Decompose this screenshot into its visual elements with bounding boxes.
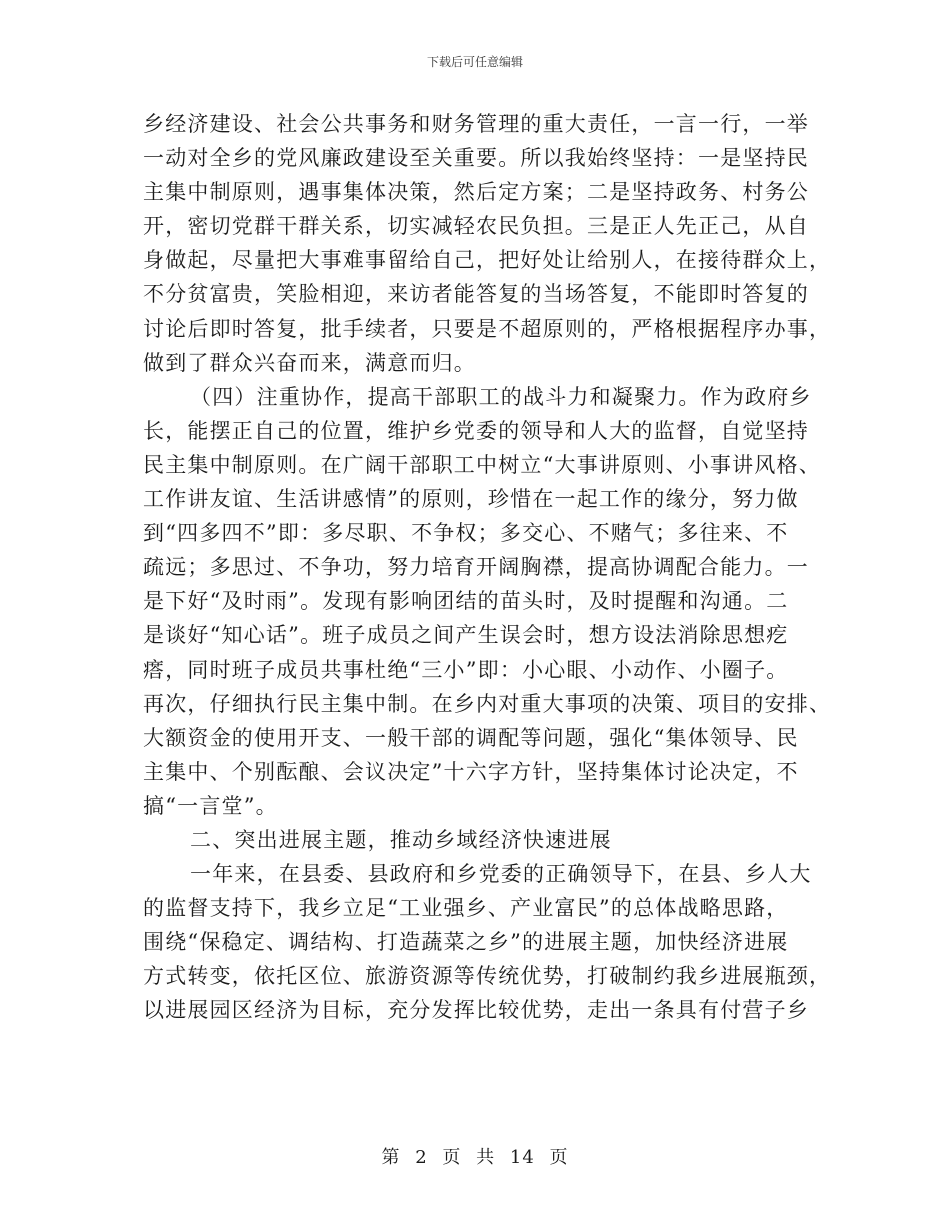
text-line: 长，能摆正自己的位置，维护乡党委的领导和人大的监督，自觉坚持 — [143, 418, 809, 443]
text-line: 一动对全乡的党风廉政建设至关重要。所以我始终坚持：一是坚持民 — [143, 146, 809, 171]
text-line: 一年来，在县委、县政府和乡党委的正确领导下，在县、乡人大 — [190, 862, 812, 887]
paragraph-development — [143, 857, 832, 1027]
paragraph-cooperation — [143, 380, 832, 823]
text-line: 瘩，同时班子成员共事杜绝“三小”即：小心眼、小动作、小圈子。 — [143, 657, 789, 682]
page-label-suffix: 页 — [549, 1147, 569, 1168]
text-line: 的监督支持下，我乡立足“工业强乡、产业富民”的总体战略思路， — [143, 896, 789, 921]
text-line: 主集中制原则，遇事集体决策，然后定方案；二是坚持政务、村务公 — [143, 180, 809, 205]
text-line: 民主集中制原则。在广阔干部职工中树立“大事讲原则、小事讲风格、 — [143, 452, 821, 477]
text-line: 乡经济建设、社会公共事务和财务管理的重大责任，一言一行，一举 — [143, 112, 809, 136]
text-line: 大额资金的使用开支、一般干部的调配等问题，强化“集体领导、民 — [143, 725, 799, 750]
paragraph-responsibility — [143, 107, 832, 380]
text-line: 是谈好“知心话”。班子成员之间产生误会时，想方设法消除思想疙 — [143, 623, 789, 648]
text-line: 方式转变，依托区位、旅游资源等传统优势，打破制约我乡进展瓶颈， — [143, 964, 832, 989]
page-label-prefix: 第 — [381, 1147, 401, 1168]
text-line: 开，密切党群干群关系，切实减轻农民负担。三是正人先正己，从自 — [143, 214, 809, 239]
text-line: 以进展园区经济为目标，充分发挥比较优势，走出一条具有付营子乡 — [143, 998, 809, 1023]
text-line: 再次，仔细执行民主集中制。在乡内对重大事项的决策、项目的安排、 — [143, 691, 832, 716]
header-note: 下载后可任意编辑 — [426, 55, 523, 69]
text-line: 到“四多四不”即：多尽职、不争权；多交心、不赌气；多往来、不 — [143, 521, 789, 546]
page-current: 2 — [415, 1147, 428, 1168]
text-line: 做到了群众兴奋而来，满意而归。 — [143, 350, 476, 375]
section-heading-text: 二、突出进展主题，推动乡域经济快速进展 — [190, 827, 612, 852]
page-number-footer — [0, 1146, 950, 1170]
page-total: 14 — [509, 1147, 535, 1168]
text-line: 是下好“及时雨”。发现有影响团结的苗头时，及时提醒和沟通。二 — [143, 589, 789, 614]
text-line: 讨论后即时答复，批手续者，只要是不超原则的，严格根据程序办事， — [143, 316, 832, 341]
text-line: 围绕“保稳定、调结构、打造蔬菜之乡”的进展主题，加快经济进展 — [143, 930, 789, 955]
text-line: 疏远；多思过、不争功，努力培育开阔胸襟，提高协调配合能力。一 — [143, 555, 809, 580]
section-heading — [143, 823, 811, 857]
page-label-total-prefix: 共 — [476, 1147, 496, 1168]
text-line: 主集中、个别酝酿、会议决定”十六字方针，坚持集体讨论决定，不 — [143, 759, 799, 784]
text-line: 搞“一言堂”。 — [143, 793, 278, 818]
text-line: 身做起，尽量把大事难事留给自己，把好处让给别人，在接待群众上， — [143, 248, 832, 273]
page-label-mid: 页 — [442, 1147, 462, 1168]
text-line: 工作讲友谊、生活讲感情”的原则，珍惜在一起工作的缘分，努力做 — [143, 487, 799, 512]
body-text — [143, 107, 832, 1028]
text-line: （四）注重协作，提高干部职工的战斗力和凝聚力。作为政府乡 — [190, 384, 812, 409]
text-line: 不分贫富贵，笑脸相迎，来访者能答复的当场答复，不能即时答复的 — [143, 282, 809, 307]
